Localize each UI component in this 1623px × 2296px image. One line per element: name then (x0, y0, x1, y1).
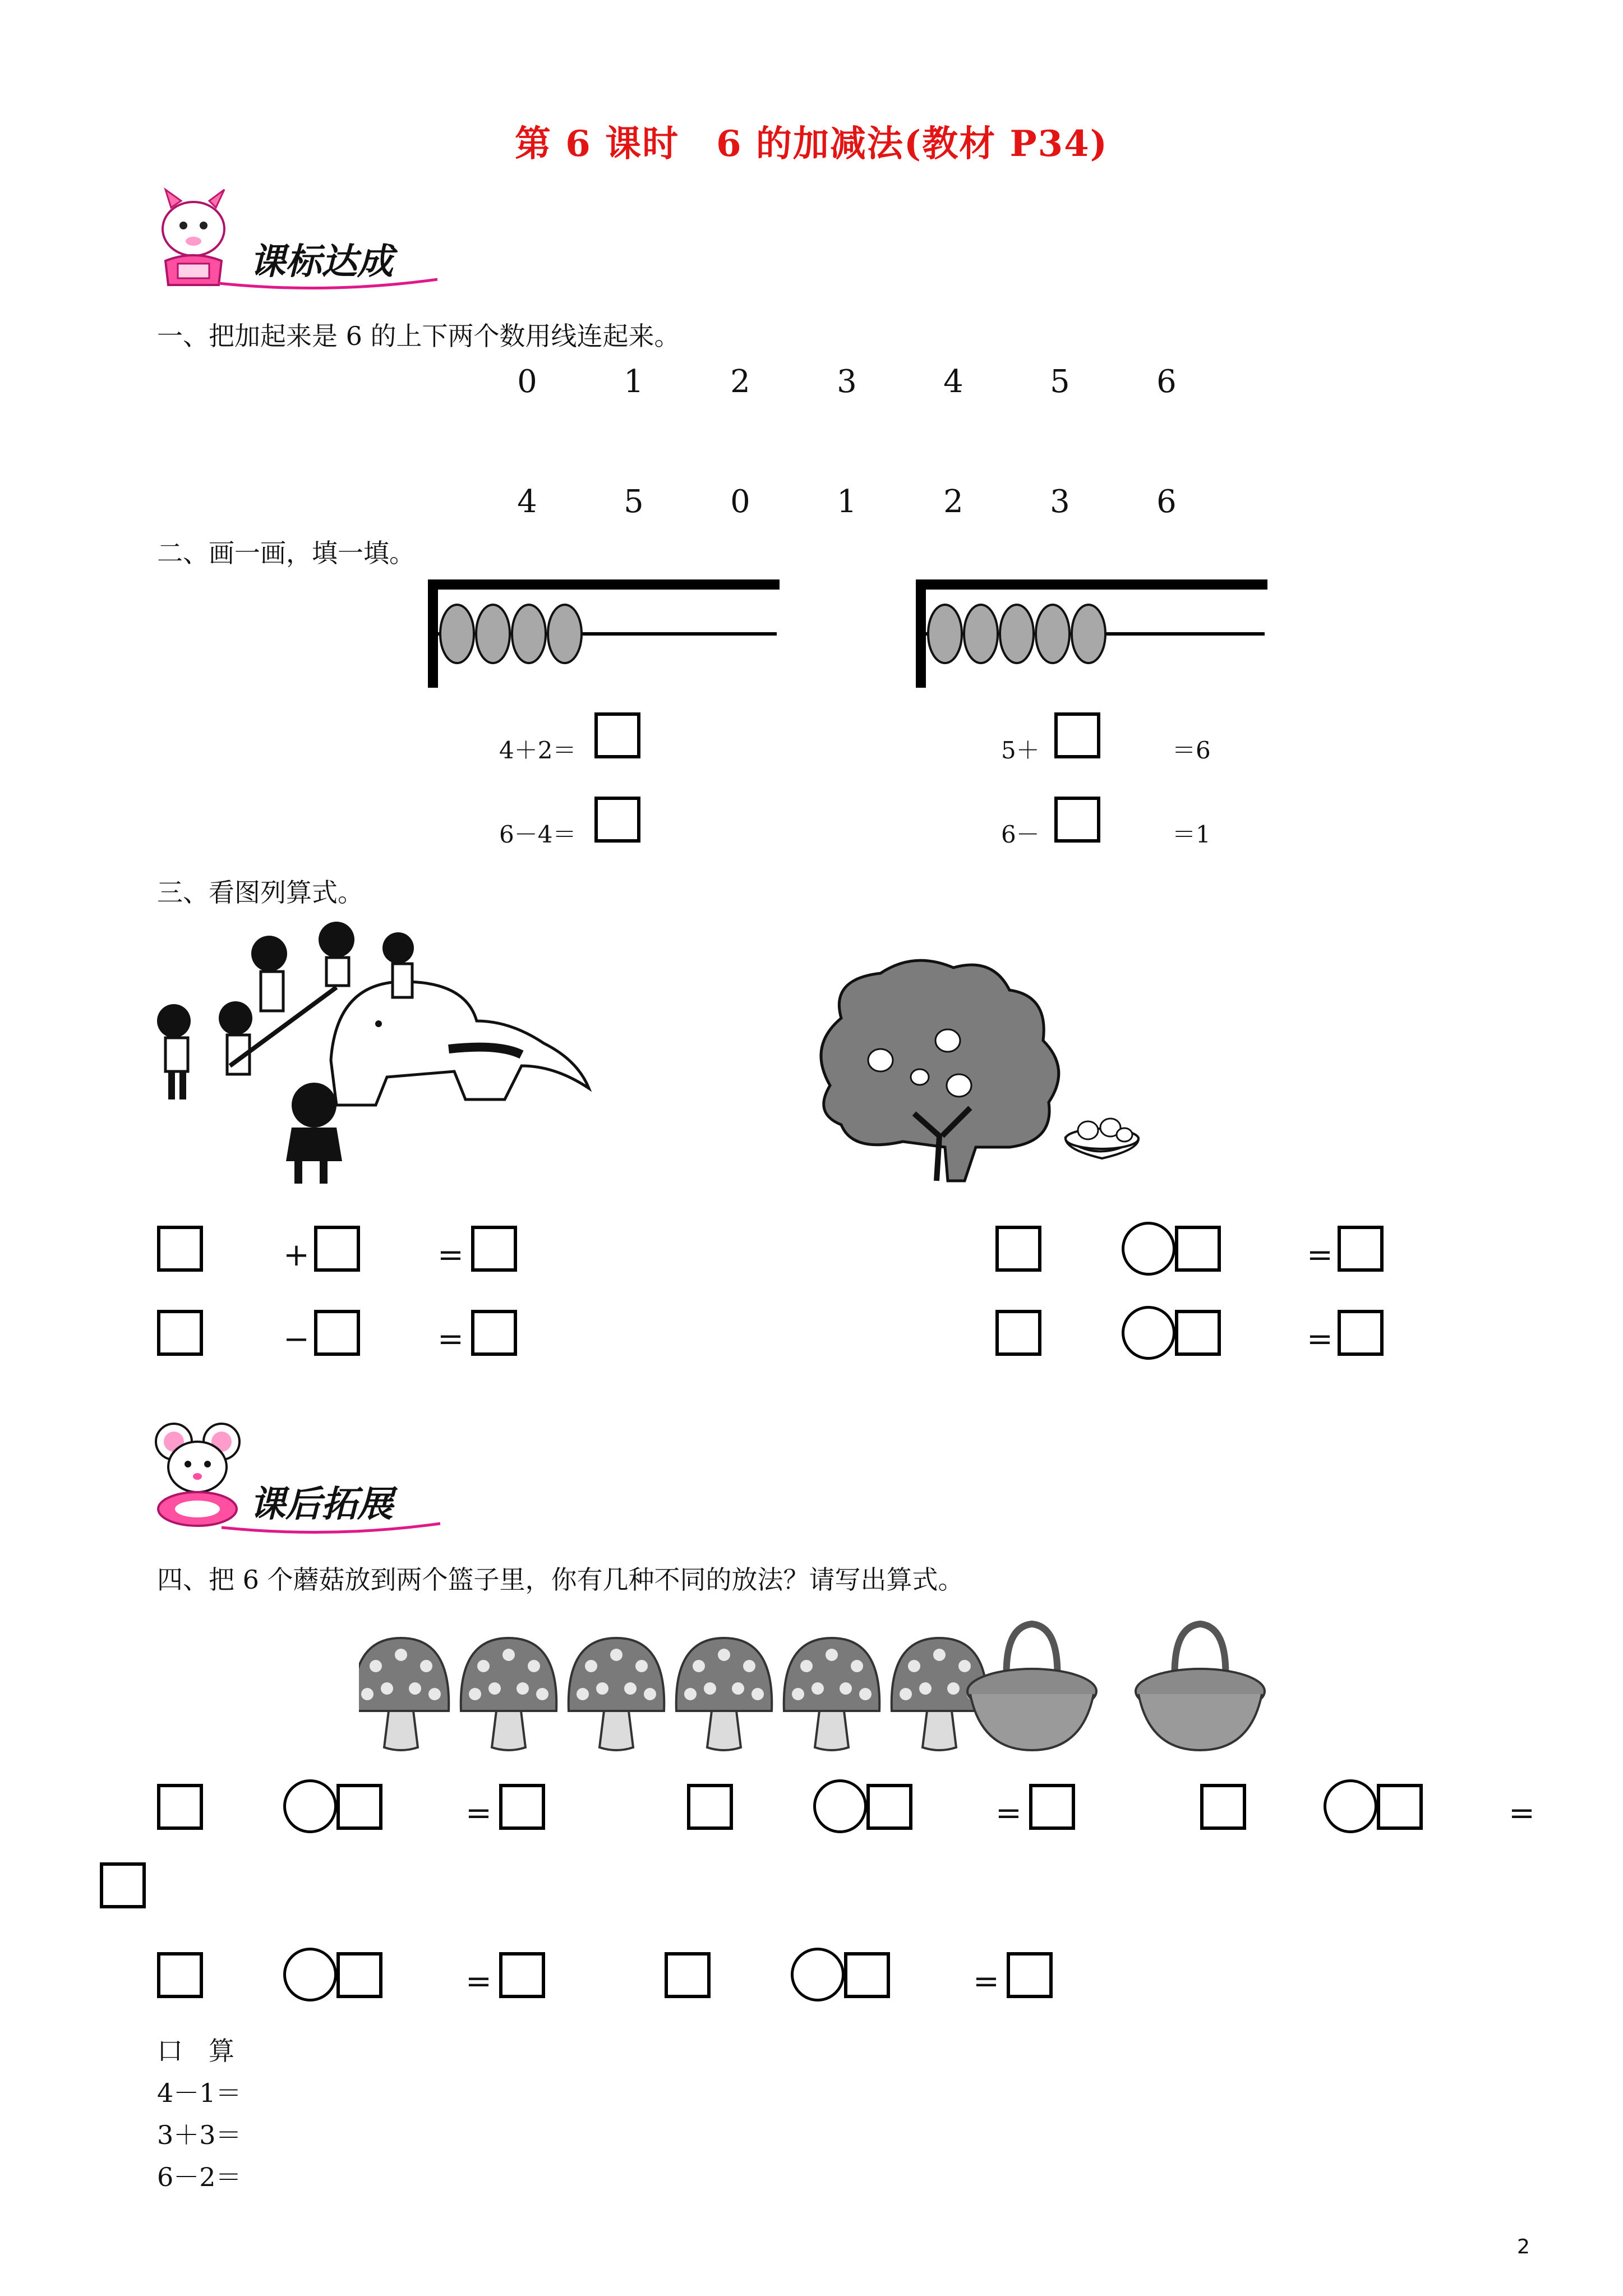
equation-right-1-suffix: ＝6 (1172, 737, 1211, 764)
top-number: 1 (624, 364, 644, 400)
operator-circle[interactable] (1122, 1222, 1175, 1276)
mushroom-icon (569, 1638, 665, 1750)
equals-sign: = (995, 1795, 1022, 1832)
question-4-prompt: 四、把 6 个蘑菇放到两个篮子里，你有几种不同的放法？请写出算式。 (157, 1565, 964, 1595)
answer-box[interactable] (1054, 712, 1100, 758)
answer-box[interactable] (1200, 1784, 1246, 1830)
section-header-1 (149, 185, 440, 292)
answer-box[interactable] (336, 1784, 382, 1830)
mushroom-icon (784, 1638, 880, 1750)
equals-sign: = (465, 1795, 492, 1832)
equation-right-2-suffix: ＝1 (1172, 821, 1211, 848)
answer-box[interactable] (1054, 797, 1100, 843)
operator-circle[interactable] (1122, 1306, 1175, 1360)
mushroom-icon (676, 1638, 772, 1750)
top-number: 3 (837, 364, 857, 400)
page-number: 2 (1517, 2235, 1530, 2258)
top-number: 6 (1156, 364, 1177, 400)
equals-sign: = (973, 1963, 999, 2000)
equals-sign: = (1307, 1321, 1333, 1358)
page-title: 第 6 课时 6 的加减法(教材 P34) (515, 123, 1108, 165)
top-number: 4 (943, 364, 963, 400)
answer-box[interactable] (1029, 1784, 1075, 1830)
answer-box[interactable] (100, 1862, 146, 1908)
section-label: 课标达成 (250, 241, 393, 283)
answer-box[interactable] (336, 1952, 382, 1998)
answer-box[interactable] (687, 1784, 733, 1830)
answer-box[interactable] (471, 1310, 517, 1356)
underline-swoosh (216, 275, 440, 292)
answer-box[interactable] (1338, 1226, 1384, 1272)
underline-swoosh (219, 1519, 443, 1536)
answer-box[interactable] (844, 1952, 890, 1998)
mushroom-icon (461, 1638, 557, 1750)
answer-box[interactable] (866, 1784, 912, 1830)
answer-box[interactable] (314, 1226, 360, 1272)
operator-circle[interactable] (283, 1948, 337, 2001)
abacus-bead (1036, 605, 1069, 663)
equals-sign: = (465, 1963, 492, 2000)
mushrooms-and-baskets-picture (359, 1616, 1346, 1761)
abacus-bead (512, 605, 546, 663)
abacus-bead (964, 605, 998, 663)
answer-box[interactable] (1175, 1226, 1221, 1272)
plus-sign: + (283, 1237, 310, 1273)
answer-box[interactable] (314, 1310, 360, 1356)
answer-box[interactable] (594, 712, 640, 758)
operator-circle[interactable] (791, 1948, 845, 2001)
equation-right-2-prefix: 6－ (1001, 821, 1040, 848)
children-elephant-picture (151, 920, 600, 1189)
answer-box[interactable] (594, 797, 640, 843)
bottom-number: 3 (1050, 484, 1070, 520)
question-1-prompt: 一、把加起来是 6 的上下两个数用线连起来。 (157, 321, 680, 351)
bottom-number: 0 (730, 484, 750, 520)
section-header-2 (151, 1419, 443, 1531)
operator-circle[interactable] (813, 1779, 867, 1833)
oral-item: 4－1＝ (157, 2078, 242, 2108)
equals-sign: = (1307, 1237, 1333, 1273)
answer-box[interactable] (499, 1952, 545, 1998)
equals-sign: = (1509, 1795, 1535, 1832)
answer-box[interactable] (995, 1226, 1041, 1272)
basket-icon (967, 1624, 1096, 1750)
question-2-prompt: 二、画一画，填一填。 (157, 538, 415, 568)
equation-left-1: 4＋2＝ (499, 737, 577, 764)
mushroom-icon (359, 1638, 449, 1750)
answer-box[interactable] (1338, 1310, 1384, 1356)
top-number: 0 (517, 364, 537, 400)
answer-box[interactable] (157, 1784, 203, 1830)
operator-circle[interactable] (283, 1779, 337, 1833)
abacus-bead (440, 605, 474, 663)
oral-heading: 口 算 (157, 2036, 234, 2066)
basket-icon (1136, 1624, 1265, 1750)
abacus-bead (476, 605, 510, 663)
equals-sign: = (437, 1321, 464, 1358)
answer-box[interactable] (1007, 1952, 1053, 1998)
bottom-number: 5 (624, 484, 644, 520)
equals-sign: = (437, 1237, 464, 1273)
answer-box[interactable] (995, 1310, 1041, 1356)
answer-box[interactable] (665, 1952, 711, 1998)
minus-sign: − (283, 1321, 310, 1358)
oral-item: 3＋3＝ (157, 2120, 242, 2150)
answer-box[interactable] (157, 1952, 203, 1998)
answer-box[interactable] (157, 1226, 203, 1272)
abacus-bead (928, 605, 962, 663)
equation-left-2: 6－4＝ (499, 821, 577, 848)
bottom-number: 2 (943, 484, 963, 520)
tree-with-fruit-picture (808, 956, 1144, 1192)
question-3-prompt: 三、看图列算式。 (157, 877, 363, 908)
top-number: 5 (1050, 364, 1070, 400)
abacus-right (914, 578, 1273, 690)
oral-item: 6－2＝ (157, 2162, 242, 2192)
abacus-left (426, 578, 785, 690)
answer-box[interactable] (1377, 1784, 1423, 1830)
bottom-number: 4 (517, 484, 537, 520)
abacus-bead (1072, 605, 1105, 663)
bottom-number: 1 (837, 484, 857, 520)
answer-box[interactable] (471, 1226, 517, 1272)
answer-box[interactable] (1175, 1310, 1221, 1356)
mouse-mascot-icon (151, 1419, 247, 1531)
abacus-bead (1000, 605, 1034, 663)
section-label: 课后拓展 (250, 1484, 393, 1525)
bottom-number: 6 (1156, 484, 1177, 520)
top-number: 2 (730, 364, 750, 400)
answer-box[interactable] (499, 1784, 545, 1830)
equation-right-1-prefix: 5＋ (1001, 737, 1040, 764)
abacus-bead (548, 605, 582, 663)
operator-circle[interactable] (1324, 1779, 1377, 1833)
answer-box[interactable] (157, 1310, 203, 1356)
